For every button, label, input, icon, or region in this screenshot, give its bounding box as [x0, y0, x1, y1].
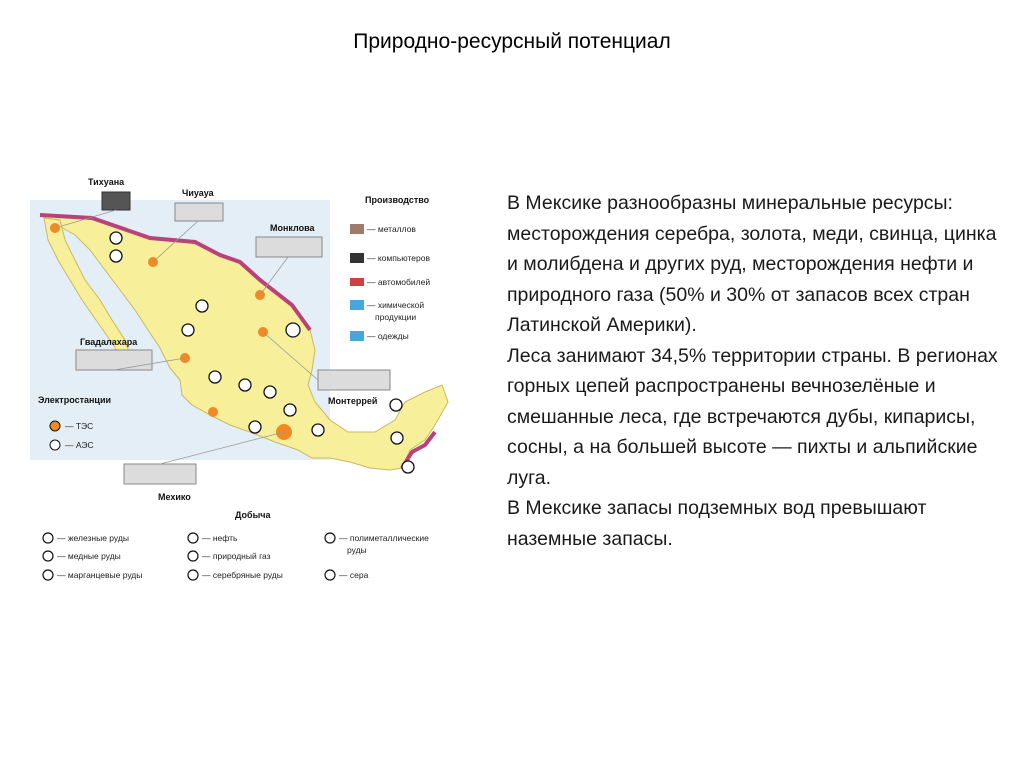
- legend-production-item: — автомобилей: [367, 277, 431, 287]
- city-dot: [208, 407, 218, 417]
- monclova-icon-box: [256, 237, 322, 257]
- slide-body-text: [507, 188, 1007, 554]
- legend-production-title: Производство: [365, 195, 430, 205]
- paragraph-forests: Леса занимают 34,5% территории страны. В регионах горных цепей распространены вечнозелёные и смешанные леса, где встречаются дубы, кипарисы, сосны, а на большей высоте — пихты и альпийские луга.: [507, 344, 998, 489]
- mexico-resource-map: [30, 170, 470, 590]
- tijuana-icon-box: [102, 192, 130, 210]
- legend-mining-item: руды: [347, 545, 367, 555]
- aes-icon: [50, 440, 60, 450]
- legend-power-title: Электростанции: [38, 395, 112, 405]
- tes-icon: [50, 421, 60, 431]
- mexico-icon-box: [124, 464, 196, 484]
- legend-mining-item: — марганцевые руды: [57, 570, 143, 580]
- legend-power-item: — ТЭС: [65, 421, 94, 431]
- legend-mining-item: — серебряные руды: [202, 570, 283, 580]
- monterrey-icon-box: [318, 370, 390, 390]
- legend-mining-item: — медные руды: [57, 551, 121, 561]
- legend-production-item: — компьютеров: [367, 253, 430, 263]
- city-label-tijuana: Тихуана: [88, 177, 125, 187]
- map-svg: [30, 170, 470, 590]
- legend-power-item: — АЭС: [65, 440, 94, 450]
- legend-production-item: продукции: [375, 312, 417, 322]
- legend-production-item: — металлов: [367, 224, 416, 234]
- city-label-monterrey: Монтеррей: [328, 396, 378, 406]
- chihuahua-icon-box: [175, 203, 223, 221]
- legend-mining-item: — сера: [339, 570, 369, 580]
- legend-production-item: — химической: [367, 300, 425, 310]
- city-label-guadalajara: Гвадалахара: [80, 337, 138, 347]
- paragraph-water: В Мексике запасы подземных вод превышают наземные запасы.: [507, 497, 927, 550]
- legend-mining-item: — железные руды: [57, 533, 129, 543]
- legend-mining-item: — нефть: [202, 533, 238, 543]
- legend-mining-item: — природный газ: [202, 551, 271, 561]
- legend-mining-item: — полиметаллические: [339, 533, 429, 543]
- city-label-chihuahua: Чиуауа: [182, 188, 214, 198]
- paragraph-minerals: В Мексике разнообразны минеральные ресурсы: месторождения серебра, золота, меди, свинца, цинка и молибдена и других руд, месторождения нефти и природного газа (50% и 30% от запасов всех стран Латинской Америки).: [507, 192, 997, 336]
- legend-production-icons: [350, 224, 364, 341]
- city-label-monclova: Монклова: [270, 223, 315, 233]
- legend-mining-title: Добыча: [235, 510, 271, 520]
- legend-production-item: — одежды: [367, 331, 409, 341]
- slide-title: Природно-ресурсный потенциал: [353, 30, 671, 53]
- city-label-mexico: Мехико: [158, 492, 191, 502]
- guadalajara-icon-box: [76, 350, 152, 370]
